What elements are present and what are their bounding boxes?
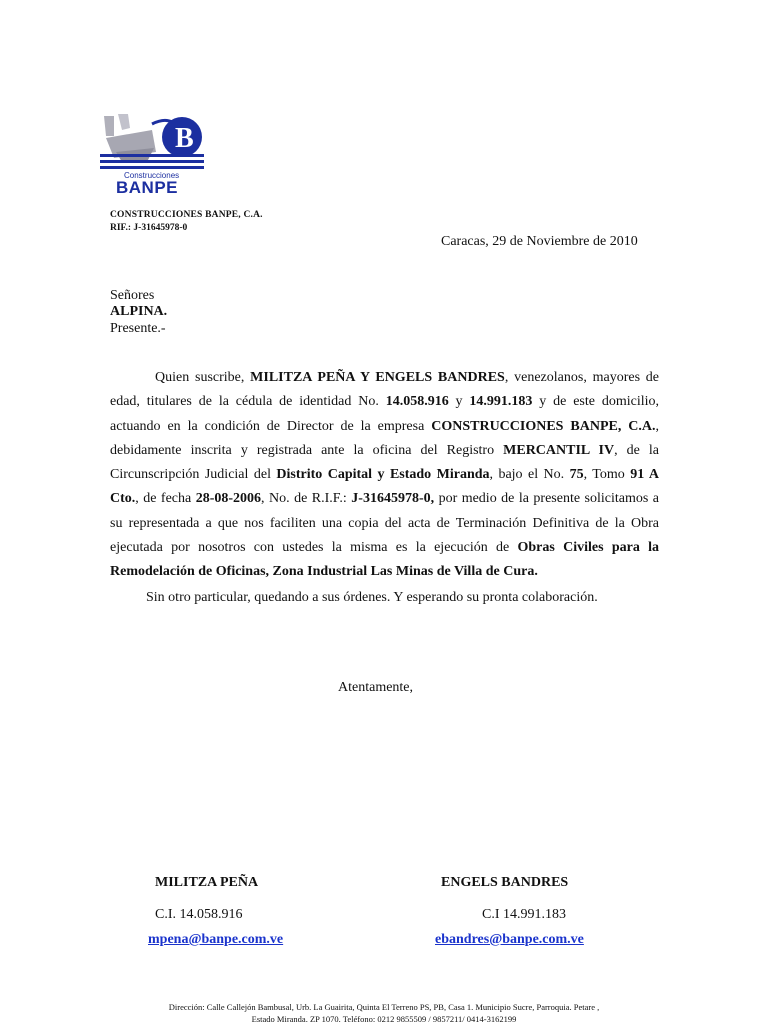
sign-off: Atentamente, [338, 680, 414, 695]
signatory-ci: C.I. 14.058.916 [155, 907, 243, 922]
letter-body [110, 366, 659, 585]
footer-line-2: Estado Miranda. ZP 1070. Teléfono: 0212 9855509 / 9857211/ 0414-3162199 [251, 1014, 517, 1024]
company-name: CONSTRUCCIONES BANPE, C.A. [110, 210, 263, 220]
rif-value: J-31645978-0 [133, 223, 188, 233]
closing-line: Sin otro particular, quedando a sus órdenes. Y esperando su pronta colaboración. [146, 590, 598, 605]
body-paragraph: Quien suscribe, MILITZA PEÑA Y ENGELS BANDRES, venezolanos, mayores de edad, titulares de la cédula de identidad No. 14.058.916 y 14.991.183 y de este domicilio, actuando en la condición de Director de la empresa CONSTRUCCIONES BANPE, C.A., debidamente inscrita y registrada ante la oficina del Registro MERCANTIL IV, de la Circunscripción Judicial del Distrito Capital y Estado Miranda, bajo el No. 75, Tomo 91 A Cto., de fecha 28-08-2006, No. de R.I.F.: J-31645978-0, por medio de la presente solicitamos a su representada a que nos faciliten una copia del acta de Terminación Definitiva de la Obra ejecutada por nosotros con ustedes la misma es la ejecución de Obras Civiles para la Remodelación de Oficinas, Zona Industrial Las Minas de Villa de Cura. [110, 370, 660, 580]
footer-line-1: Dirección: Calle Callejón Bambusal, Urb. La Guairita, Quinta El Terreno PS, PB, Casa 1. Municipio Sucre, Parroquia. Petare , [168, 1002, 600, 1012]
signatory-email-link[interactable]: ebandres@banpe.com.ve [435, 932, 584, 947]
logo-subtitle: Construcciones [124, 171, 180, 180]
letter-date: Caracas, 29 de Noviembre de 2010 [441, 234, 638, 249]
signatory-name: ENGELS BANDRES [441, 875, 569, 890]
signatory-email-link[interactable]: mpena@banpe.com.ve [148, 932, 284, 947]
salutation: Señores [110, 288, 155, 303]
svg-text:B: B [175, 123, 194, 154]
recipient-name: ALPINA. [110, 304, 168, 319]
signatory-ci: C.I 14.991.183 [482, 907, 566, 922]
rif-label: RIF.: [110, 223, 134, 233]
company-rif [110, 223, 187, 233]
footer-address [60, 1001, 708, 1024]
company-logo [92, 108, 218, 202]
signatory-name: MILITZA PEÑA [155, 875, 259, 890]
presente-line: Presente.- [110, 321, 166, 336]
logo-title: BANPE [116, 178, 179, 197]
